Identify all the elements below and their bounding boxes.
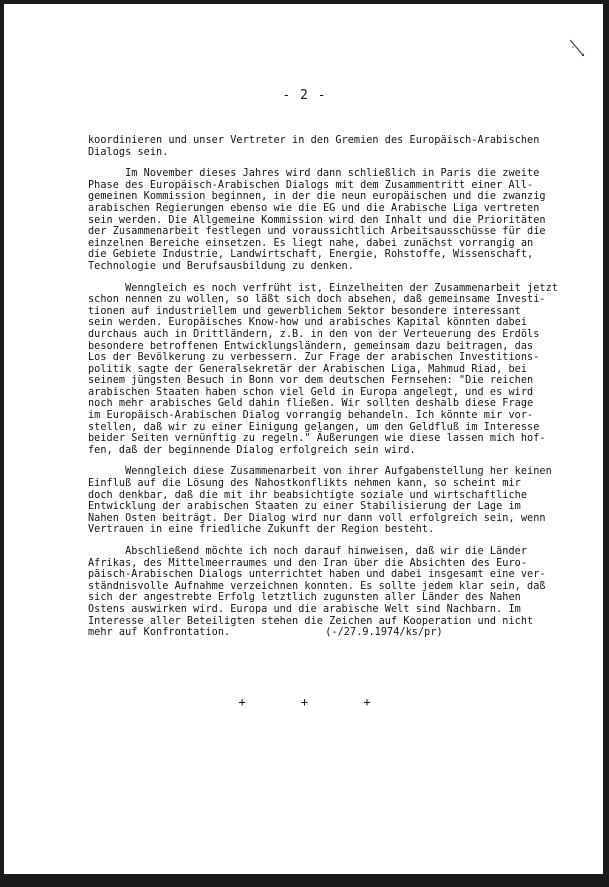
paragraph [88, 135, 548, 158]
paragraph [88, 466, 552, 536]
document-reference: (-/27.9.1974/ks/pr) [325, 627, 443, 639]
text-line: doch denkbar, daß die mit ihr beabsichtigte soziale und wirtschaftliche [88, 489, 528, 501]
text-line: noch mehr arabisches Geld dahin fließen. Wir sollten deshalb diese Frage [88, 398, 534, 410]
scan-border-bottom [0, 874, 609, 887]
text-line: Afrikas, des Mittelmeerraumes und den Iran über die Absichten des Euro- [88, 557, 528, 569]
text-line: sich der angestrebte Erfolg letztlich zugunsten aller Länder des Nahen [88, 592, 521, 604]
text-line: stellen, daß wir zu einer Einigung gelangen, um den Geldfluß im Interesse [88, 421, 540, 433]
text-line: schon nennen zu wollen, so läßt sich doch absehen, daß gemeinsame Investi- [88, 294, 546, 306]
text-line: im Europäisch-Arabischen Dialog vorrangig behandeln. Ich könnte mir vor- [88, 410, 534, 422]
text-line: gemeinen Kommission beginnen, in der die neun europäischen und die zwanzig [88, 191, 546, 203]
text-line: politik sagte der Generalsekretär der Arabischen Liga, Mahmud Riad, bei [88, 363, 528, 375]
document-body [88, 135, 558, 649]
scan-border-right [603, 0, 609, 887]
text-line: arabischen Regierungen ebenso wie die EG und die Arabische Liga vertreten [88, 202, 540, 214]
text-line: Im November dieses Jahres wird dann schließlich in Paris die zweite [88, 168, 540, 180]
text-line [88, 627, 548, 639]
text-line: seinem jüngsten Besuch in Bonn vor dem deutschen Fernsehen: "Die reichen [88, 375, 534, 387]
text-line: einzelnen Bereiche einsetzen. Es liegt nahe, dabei zunächst vorrangig an [88, 237, 534, 249]
text-line: die Gebiete Industrie, Landwirtschaft, Energie, Rohstoffe, Wissenschaft, [88, 249, 534, 261]
text-line: Wenngleich es noch verfrüht ist, Einzelheiten der Zusammenarbeit jetzt [88, 282, 558, 294]
text-line: koordinieren und unser Vertreter in den Gremien des Europäisch-Arabischen [88, 135, 540, 146]
text-line: besondere betroffenen Entwicklungsländern, gemeinsam dazu beitragen, das [88, 340, 534, 352]
text-line: Einfluß auf die Lösung des Nahostkonflikts nehmen kann, so scheint mir [88, 478, 521, 490]
text-line: Abschließend möchte ich noch darauf hinweisen, daß wir die Länder [88, 546, 528, 557]
text-line: Ostens auswirken wird. Europa und die arabische Welt sind Nachbarn. Im [88, 603, 521, 615]
text-line: Nahen Osten beiträgt. Der Dialog wird nur dann voll erfolgreich sein, wenn [88, 512, 546, 524]
text-line: sein werden. Die Allgemeine Kommission wird den Inhalt und die Prioritäten [88, 214, 546, 226]
text-line: Entwicklung der arabischen Staaten zu einer Stabilisierung der Lage im [88, 501, 521, 513]
text-line: Wenngleich diese Zusammenarbeit von ihrer Aufgabenstellung her keinen [88, 466, 552, 478]
text-line-end: mehr auf Konfrontation. [88, 627, 231, 639]
text-line: beider Seiten vernünftig zu regeln." Äußerungen wie diese lassen mich hof- [88, 433, 546, 445]
text-line: durchaus auch in Drittländern, z.B. in den von der Verteuerung des Erdöls [88, 328, 540, 340]
paragraph [88, 546, 548, 639]
scan-speck-mark [568, 38, 586, 58]
text-line: sein werden. Europäisches Know-how und arabisches Kapital könnten dabei [88, 317, 528, 329]
closing-marks: + + + [238, 695, 371, 709]
text-line: Phase des Europäisch-Arabischen Dialogs mit dem Zusammentritt einer All- [88, 179, 534, 191]
paragraph [88, 168, 548, 272]
text-line: ständnisvolle Aufnahme verzeichnen konnten. Es sollte jedem klar sein, daß [88, 580, 546, 592]
text-line: Technologie und Berufsausbildung zu denken. [88, 260, 354, 272]
text-line: der Zusammenarbeit festlegen und voraussichtlich Arbeitsausschüsse für die [88, 226, 546, 238]
text-line: Vertrauen in eine friedliche Zukunft der Region besteht. [88, 524, 435, 536]
scan-border-top [0, 0, 609, 4]
text-line: Interesse aller Beteiligten stehen die Zeichen auf Kooperation und nicht [88, 615, 534, 627]
page-number: - 2 - [282, 88, 327, 103]
text-line: tionen auf industriellem und gewerblichem Sektor besondere interessant [88, 305, 521, 317]
text-line: arabischen Staaten haben schon viel Geld in Europa angelegt, und es wird [88, 386, 534, 398]
text-line: fen, daß der beginnende Dialog erfolgreich sein wird. [88, 444, 416, 456]
text-line: Dialogs sein. [88, 146, 169, 158]
text-line: päisch-Arabischen Dialogs unterrichtet haben und dabei insgesamt eine ver- [88, 569, 546, 581]
scan-border-left [0, 0, 4, 887]
paragraph [88, 282, 558, 457]
text-line: Los der Bevölkerung zu verbessern. Zur Frage der arabischen Investitions- [88, 352, 540, 364]
